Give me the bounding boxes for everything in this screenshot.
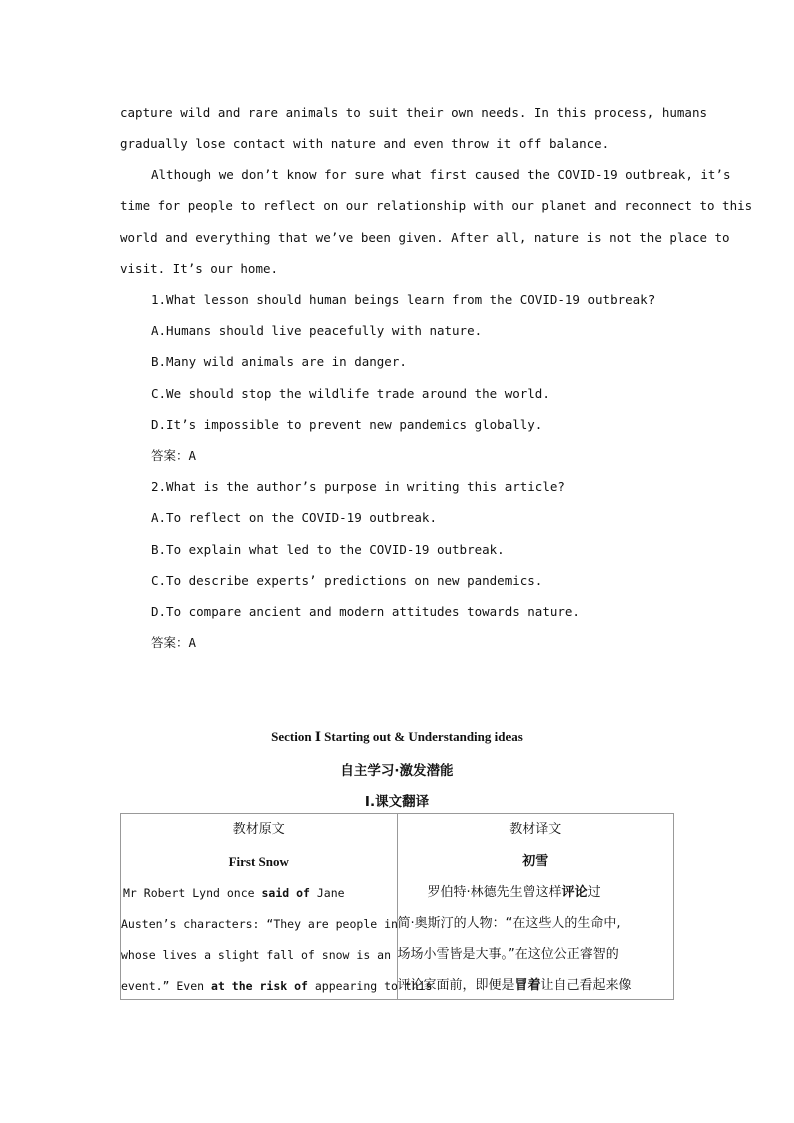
left-title: First Snow [228,854,289,869]
question-1-answer: 答案：A [151,448,197,463]
comparison-table [120,813,674,1000]
question-1-option-b: B.Many wild animals are in danger. [151,354,407,369]
left-line-1: Mr Robert Lynd once said of Jane [123,886,345,900]
passage-line-5: world and everything that we’ve been given. After all, nature is not the place to [120,230,730,245]
passage-line-4: time for people to reflect on our relationship with our planet and reconnect to this [120,198,753,213]
right-line-1: 罗伯特·林德先生曾这样评论过 [427,885,601,900]
question-1-option-d: D.It’s impossible to prevent new pandemics globally. [151,417,543,432]
passage-line-6: visit. It’s our home. [120,261,279,276]
right-title: 初雪 [522,854,549,869]
question-2-answer: 答案：A [151,635,197,650]
passage-line-3: Although we don’t know for sure what first caused the COVID-19 outbreak, it’s [151,167,731,182]
section-subtitle: 自主学习·激发潜能 [340,763,454,779]
left-line-4: event.” Even at the risk of appearing to this [121,979,433,993]
question-2-stem: 2.What is the author’s purpose in writing this article? [151,479,565,494]
left-line-3: whose lives a slight fall of snow is an [121,948,392,962]
part-heading: Ⅰ.课文翻译 [364,794,430,810]
right-header: 教材译文 [509,822,562,837]
question-1-option-a: A.Humans should live peacefully with nature. [151,323,483,338]
passage-line-1: capture wild and rare animals to suit their own needs. In this process, humans [120,105,707,120]
question-2-option-d: D.To compare ancient and modern attitudes towards nature. [151,604,580,619]
question-2-option-a: A.To reflect on the COVID-19 outbreak. [151,510,437,525]
right-line-3: 场场小雪皆是大事。”在这位公正睿智的 [397,947,619,962]
translation-column [397,814,674,1000]
question-1-option-c: C.We should stop the wildlife trade around the world. [151,386,550,401]
passage-line-2: gradually lose contact with nature and even throw it off balance. [120,136,610,151]
left-header: 教材原文 [232,822,285,837]
question-1-stem: 1.What lesson should human beings learn from the COVID-19 outbreak? [151,292,656,307]
left-line-2: Austen’s characters: “They are people in [121,917,398,931]
original-text-column [121,814,433,1000]
right-line-2: 简·奥斯汀的人物：“在这些人的生命中, [397,916,621,931]
question-2-option-c: C.To describe experts’ predictions on new pandemics. [151,573,543,588]
section-title: Section Ⅰ Starting out & Understanding ideas [271,729,523,744]
right-line-4: 评论家面前，即便是冒着让自己看起来像 [397,978,632,993]
question-2-option-b: B.To explain what led to the COVID-19 outbreak. [151,542,505,557]
